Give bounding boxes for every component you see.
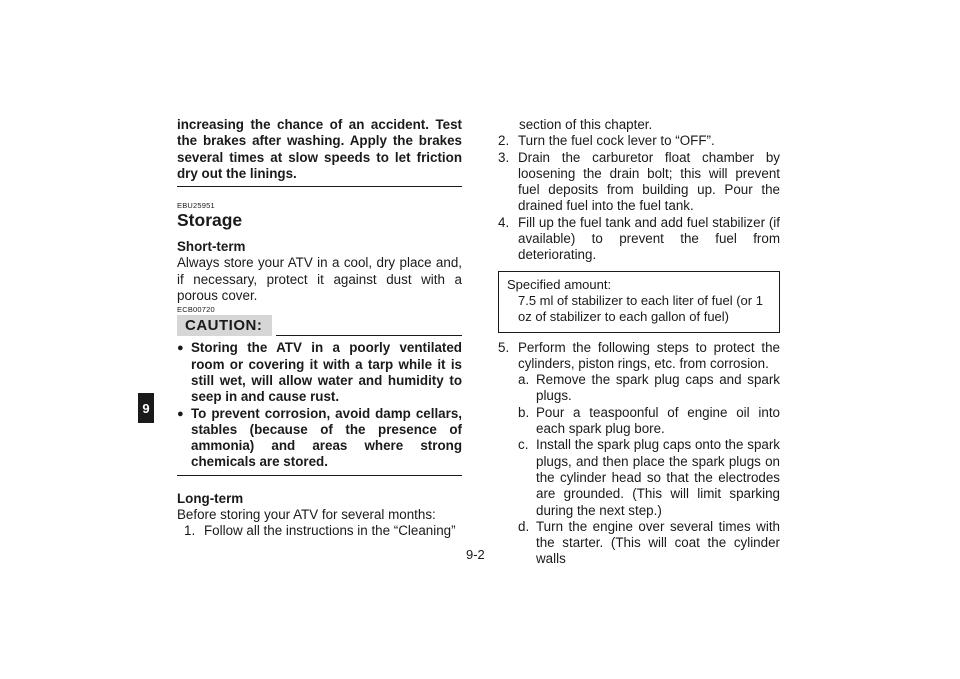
caution-bullet-text: To prevent corrosion, avoid damp cellars, stables (because of the presence of ammonia) and areas where strong chemicals are stored. [191, 405, 462, 470]
bullet-dot-icon: ● [177, 407, 184, 420]
section-code: EBU25951 [177, 201, 215, 211]
chapter-tab: 9 [138, 393, 154, 423]
substep-item [518, 519, 780, 568]
step-item [498, 215, 780, 264]
spec-box [498, 271, 780, 333]
substep-item [518, 437, 780, 518]
substep-text: Pour a teaspoonful of engine oil into each spark plug bore. [536, 404, 780, 437]
step-item [498, 340, 780, 373]
step-item [498, 150, 780, 215]
section-title: Storage [177, 210, 243, 231]
step-text: Fill up the fuel tank and add fuel stabilizer (if available) to prevent the fuel from deteriorating. [518, 214, 780, 263]
step-text: Turn the fuel cock lever to “OFF”. [518, 133, 715, 149]
substep-text: Remove the spark plug caps and spark plugs. [536, 372, 780, 404]
substep-letter: d. [518, 518, 530, 534]
substep-letter: b. [518, 404, 530, 420]
caution-bottom-rule [177, 475, 462, 476]
substep-text: Turn the engine over several times with the starter. (This will coat the cylinder walls [536, 518, 780, 567]
substep-item [518, 405, 780, 438]
step-number: 4. [498, 214, 510, 230]
left-column [177, 117, 462, 540]
step-number: 2. [498, 133, 510, 149]
caution-top-rule [276, 335, 462, 336]
substep-item [518, 372, 780, 405]
step-number: 3. [498, 149, 510, 165]
substep-letter: c. [518, 437, 529, 453]
page-number: 9-2 [466, 547, 485, 562]
right-column [498, 117, 780, 568]
step-text: Follow all the instructions in the “Cleaning” [204, 523, 456, 539]
short-term-body: Always store your ATV in a cool, dry place and, if necessary, protect it against dust with a porous cover. [177, 255, 462, 304]
long-term-intro: Before storing your ATV for several months: [177, 507, 436, 523]
step-number: 1. [184, 523, 196, 539]
caution-label: CAUTION: [177, 315, 272, 336]
substep-text: Install the spark plug caps onto the spark plugs, and then place the spark plugs on the cylinder head so that the electrodes are grounded. (This will limit sparking during the next step.) [536, 437, 780, 518]
step-item [177, 523, 462, 539]
long-term-heading: Long-term [177, 490, 244, 506]
warning-end-rule [177, 186, 462, 187]
spec-value: 7.5 ml of stabilizer to each liter of fuel (or 1 oz of stabilizer to each gallon of fuel) [518, 292, 763, 325]
step-item [498, 133, 780, 149]
substep-list [498, 372, 780, 568]
bullet-dot-icon: ● [177, 342, 184, 355]
caution-header [177, 315, 462, 336]
step-text: Perform the following steps to protect the cylinders, piston rings, etc. from corrosion. [518, 339, 780, 371]
step-text: Drain the carburetor float chamber by loosening the drain bolt; this will prevent fuel deposits from building up. Pour the drained fuel into the fuel tank. [518, 149, 780, 214]
step-number: 5. [498, 339, 510, 355]
short-term-heading: Short-term [177, 239, 246, 255]
spec-label: Specified amount: [507, 276, 612, 292]
caution-bullet [177, 340, 462, 405]
caution-bullet [177, 406, 462, 471]
caution-bullet-text: Storing the ATV in a poorly ventilated room or covering it with a tarp while it is still wet, will allow water and humidity to seep in and cause rust. [191, 340, 462, 405]
substep-letter: a. [518, 372, 530, 388]
step-continued-text: section of this chapter. [519, 117, 653, 132]
warning-tail-text: increasing the chance of an accident. Test the brakes after washing. Apply the brakes several times at slow speeds to let friction dry out the linings. [177, 117, 462, 181]
caution-code: ECB00720 [177, 305, 215, 315]
